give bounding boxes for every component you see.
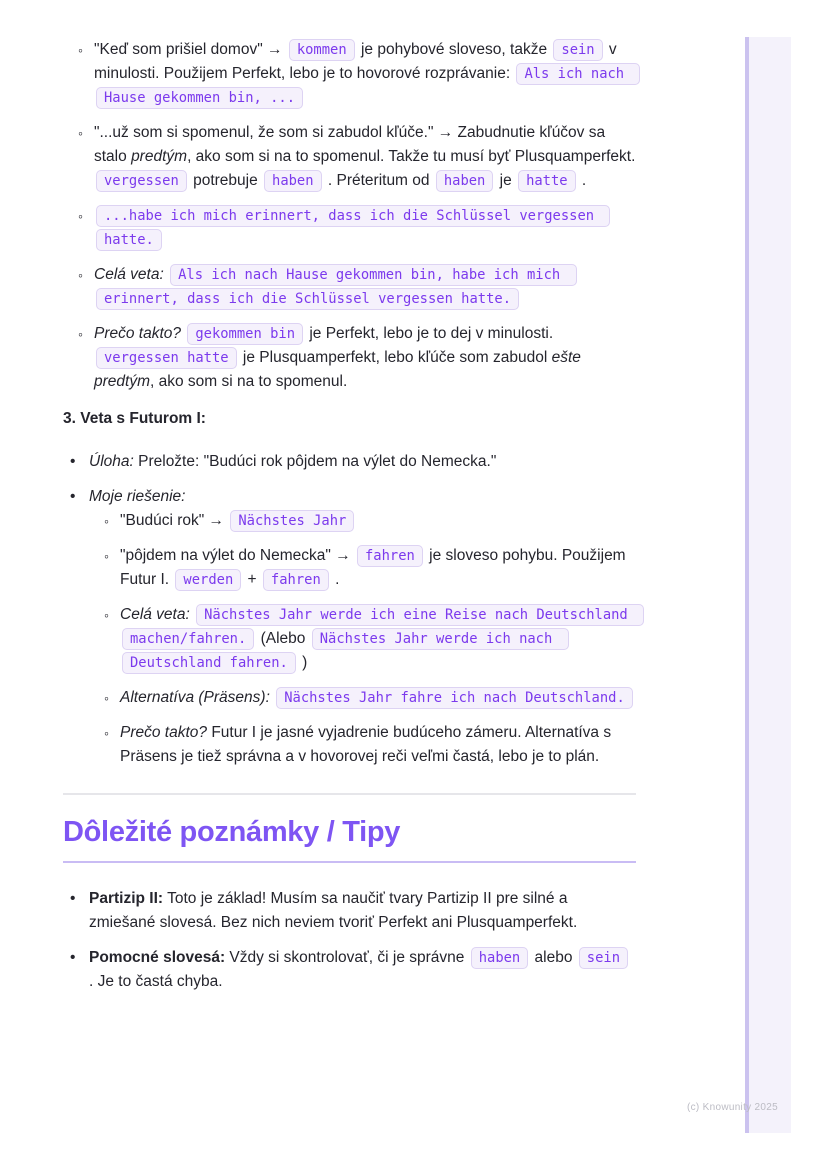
futur-section-title: 3. Veta s Futurom I: (63, 410, 206, 427)
code-badge: haben (436, 170, 494, 192)
code-badge: gekommen bin (187, 323, 303, 345)
code-badge: fahren (263, 569, 329, 591)
list-item: ◦ "...už som si spomenul, že som si zabudol kľúče." → Zabudnutie kľúčov sa stalo predtým, ako som si na to spomenul. Takže tu musí byť Plusquamperfekt. vergessen potrebuje haben . Préteritum od haben je hatte . (63, 121, 636, 193)
list-item: ◦ Prečo takto? gekommen bin je Perfekt, lebo je to dej v minulosti. vergessen hatte je Plusquamperfekt, lebo kľúče som zabudol ešte predtým, ako som si na to spomenul. (63, 322, 636, 394)
uloha-item: • Úloha: Preložte: "Budúci rok pôjdem na výlet do Nemecka." (63, 450, 636, 474)
list-item: • Partizip II: Toto je základ! Musím sa naučiť tvary Partizip II pre silné a zmiešané slovesá. Bez nich neviem tvoriť Perfekt ani Plusquamperfekt. (63, 887, 636, 935)
code-badge: fahren (357, 545, 423, 567)
code-badge: vergessen hatte (96, 347, 237, 369)
list-item: ◦ "pôjdem na výlet do Nemecka" → fahren je sloveso pohybu. Použijem Futur I. werden + fahren . (89, 544, 636, 592)
futur-task-list (63, 450, 636, 769)
list-item: ◦ "Budúci rok" → Nächstes Jahr (89, 509, 636, 533)
code-badge: vergessen (96, 170, 187, 192)
code-badge: kommen (289, 39, 355, 61)
riesenie-item (63, 485, 636, 769)
code-badge: Nächstes Jahr werde ich nach Deutschland fahren. (122, 628, 569, 674)
code-badge: Als ich nach Hause gekommen bin, ... (96, 63, 640, 109)
code-badge: ...habe ich mich erinnert, dass ich die Schlüssel vergessen hatte. (96, 205, 610, 251)
code-badge: sein (553, 39, 602, 61)
list-item: ◦ Alternatíva (Präsens): Nächstes Jahr fahre ich nach Deutschland. (89, 686, 636, 710)
code-badge: werden (175, 569, 241, 591)
list-item: • Pomocné slovesá: Vždy si skontrolovať, či je správne haben alebo sein . Je to častá chyba. (63, 946, 636, 994)
perfekt-answer-sublist (63, 38, 636, 394)
notes-list (63, 887, 636, 994)
right-margin-decoration (745, 37, 791, 1133)
code-badge: hatte (518, 170, 576, 192)
list-item: ◦ Celá veta: Als ich nach Hause gekommen bin, habe ich mich erinnert, dass ich die Schlüssel vergessen hatte. (63, 263, 636, 311)
code-badge: haben (471, 947, 529, 969)
list-item (63, 204, 636, 252)
riesenie-label: Moje riešenie: (89, 488, 186, 505)
code-badge: Als ich nach Hause gekommen bin, habe ich mich erinnert, dass ich die Schlüssel vergessen hatte. (96, 264, 577, 310)
code-badge: Nächstes Jahr werde ich eine Reise nach Deutschland machen/fahren. (122, 604, 644, 650)
code-badge: Nächstes Jahr fahre ich nach Deutschland. (276, 687, 633, 709)
notes-heading: Dôležité poznámky / Tipy (63, 816, 636, 863)
code-badge: Nächstes Jahr (230, 510, 354, 532)
copyright-notice: (c) Knowunity 2025 (686, 1102, 778, 1113)
list-item: ◦ Prečo takto? Futur I je jasné vyjadrenie budúceho zámeru. Alternatíva s Präsens je tiež správna a v hovorovej reči veľmi častá, lebo je to plán. (89, 721, 636, 769)
section-divider (63, 793, 636, 795)
code-badge: sein (579, 947, 628, 969)
document-content (63, 0, 636, 1005)
code-badge: haben (264, 170, 322, 192)
list-item: ◦ "Keď som prišiel domov" → kommen je pohybové sloveso, takže sein v minulosti. Použijem Perfekt, lebo je to hovorové rozprávanie: Als ich nach Hause gekommen bin, ... (63, 38, 636, 110)
list-item: ◦ Celá veta: Nächstes Jahr werde ich eine Reise nach Deutschland machen/fahren. (Alebo Nächstes Jahr werde ich nach Deutschland fahren. ) (89, 603, 636, 675)
riesenie-sublist (89, 509, 636, 769)
